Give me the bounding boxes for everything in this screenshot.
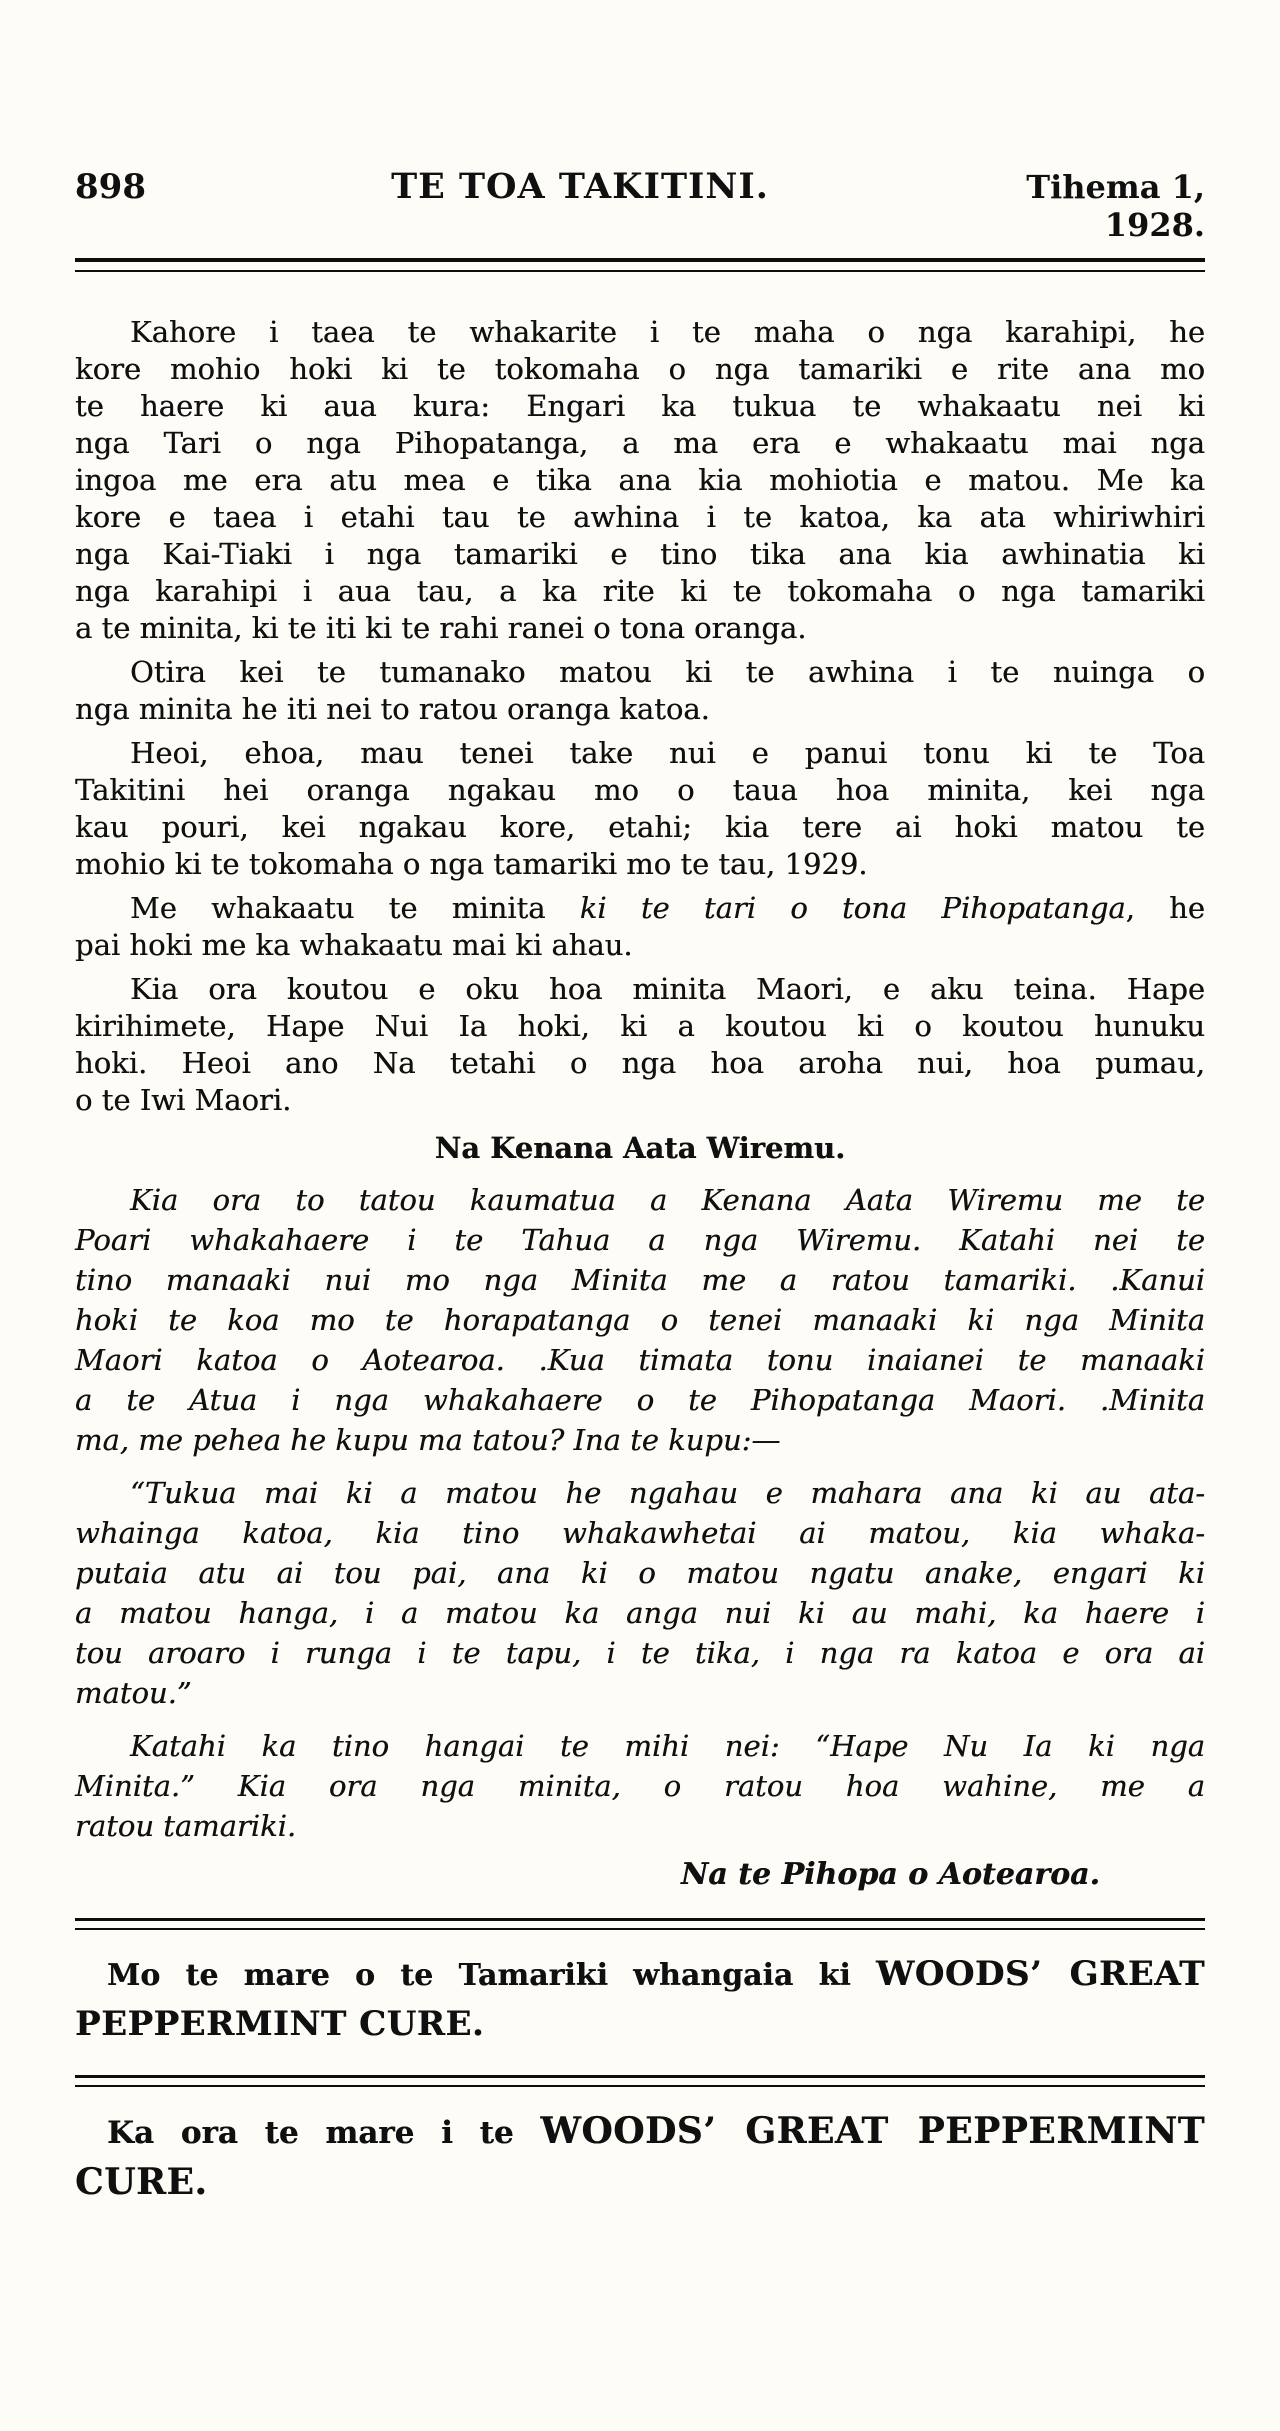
masthead-title: TE TOA TAKITINI. [391,166,769,207]
text-line: putaia atu ai tou pai, ana ki o matou ngatu anake, engari ki [75,1556,1205,1590]
ad1-lead-text: Mo te mare o te Tamariki whangaia ki [107,1958,877,1993]
ad-divider-rule-middle [75,2075,1205,2089]
scanned-newspaper-page [0,166,1280,2431]
paragraph-4-pre: Me whakaatu te minita [130,891,580,925]
text-line [75,2002,1205,2052]
italic-paragraph-2 [75,1726,1205,1846]
ad2-brand-text: WOODS’ GREAT PEPPERMINT [540,2110,1205,2152]
text-line: nga Kai-Tiaki i nga tamariki e tino tika ana kia awhinatia ki [75,537,1205,571]
text-line: ingoa me era atu mea e tika ana kia mohiotia e matou. Me ka [75,463,1205,497]
text-line: ma, me pehea he kupu ma tatou? Ina te kupu:— [75,1423,781,1457]
text-line: nga karahipi i aua tau, a ka rite ki te tokomaha o nga tamariki [75,574,1205,608]
text-line: a te Atua i nga whakahaere o te Pihopatanga Maori. .Minita [75,1383,1205,1417]
ad1-brand-text-line2: PEPPERMINT CURE. [75,2004,485,2044]
text-line: Katahi ka tino hangai te mihi nei: “Hape Nu Ia ki nga [130,1729,1205,1763]
text-line: a te minita, ki te iti ki te rahi ranei o tona oranga. [75,611,807,645]
text-line: tou aroaro i runga i te tapu, i te tika, i nga ra katoa e ora ai [75,1636,1205,1670]
text-line: Kia ora koutou e oku hoa minita Maori, e aku teina. Hape [130,972,1205,1006]
page-number: 898 [75,167,146,207]
text-line: o te Iwi Maori. [75,1083,292,1117]
paragraph-1 [75,314,1205,647]
ad-divider-rule-top [75,1918,1205,1932]
text-line [75,890,1205,927]
signature-kenana-aata-wiremu: Na Kenana Aata Wiremu. [434,1131,846,1165]
text-line: nga minita he iti nei to ratou oranga katoa. [75,692,710,726]
text-line: kirihimete, Hape Nui Ia hoki, ki a koutou ki o koutou hunuku [75,1009,1205,1043]
text-line: te haere ki aua kura: Engari ka tukua te whakaatu nei ki [75,389,1205,423]
text-line: Maori katoa o Aotearoa. .Kua timata tonu inaianei te manaaki [75,1343,1205,1377]
text-line: mohio ki te tokomaha o nga tamariki mo te tau, 1929. [75,847,868,881]
paragraph-3 [75,735,1205,883]
text-line: Minita.” Kia ora nga minita, o ratou hoa wahine, me a [75,1769,1205,1803]
text-line: matou.” [75,1676,192,1710]
text-line: “Tukua mai ki a matou he ngahau e mahara ana ki au ata- [130,1476,1205,1510]
text-line: kau pouri, kei ngakau kore, etahi; kia tere ai hoki matou te [75,810,1205,844]
paragraph-2 [75,654,1205,728]
text-line: Otira kei te tumanako matou ki te awhina i te nuinga o [130,655,1205,689]
italic-paragraph-1 [75,1180,1205,1460]
issue-date: Tihema 1, 1928. [1026,168,1205,244]
text-line: Poari whakahaere i te Tahua a nga Wiremu. Katahi nei te [75,1223,1205,1257]
text-line: pai hoki me ka whakaatu mai ki ahau. [75,928,633,962]
ad1-brand-text: WOODS’ GREAT [876,1954,1205,1994]
text-line: Kahore i taea te whakarite i te maha o nga karahipi, he [130,315,1205,349]
text-line: a matou hanga, i a matou ka anga nui ki au mahi, ka haere i [75,1596,1205,1630]
paragraph-4 [75,890,1205,964]
quoted-scripture-paragraph [75,1473,1205,1713]
page-column [75,166,1205,2211]
header-divider-rule [75,258,1205,274]
text-line: Heoi, ehoa, mau tenei take nui e panui tonu ki te Toa [130,736,1205,770]
text-line: hoki. Heoi ano Na tetahi o nga hoa aroha nui, hoa pumau, [75,1046,1205,1080]
page-header [75,166,1205,244]
text-line: kore e taea i etahi tau te awhina i te katoa, ka ata whiriwhiri [75,500,1205,534]
text-line: ratou tamariki. [75,1809,297,1843]
text-line: whainga katoa, kia tino whakawhetai ai matou, kia whaka- [75,1516,1205,1550]
ad2-brand-text-line2: CURE. [75,2161,208,2203]
text-line: Takitini hei oranga ngakau mo o taua hoa minita, kei nga [75,773,1205,807]
text-line [75,2109,1205,2160]
text-line: nga Tari o nga Pihopatanga, a ma era e whakaatu mai nga [75,426,1205,460]
advertisement-woods-peppermint-2 [75,2109,1205,2211]
paragraph-4-post: , he [1125,891,1205,925]
paragraph-5 [75,971,1205,1119]
text-line: hoki te koa mo te horapatanga o tenei manaaki ki nga Minita [75,1303,1205,1337]
paragraph-4-italic-phrase: ki te tari o tona Pihopatanga [579,891,1126,925]
text-line: Kia ora to tatou kaumatua a Kenana Aata Wiremu me te [130,1183,1205,1217]
signature-pihopa-o-aotearoa: Na te Pihopa o Aotearoa. [680,1857,1100,1892]
text-line [75,2160,1205,2211]
article-body [75,314,1205,1895]
text-line: tino manaaki nui mo nga Minita me a ratou tamariki. .Kanui [75,1263,1205,1297]
advertisement-woods-peppermint-1 [75,1952,1205,2052]
text-line [75,1952,1205,2002]
text-line: kore mohio hoki ki te tokomaha o nga tamariki e rite ana mo [75,352,1205,386]
ad2-lead-text: Ka ora te mare i te [107,2115,541,2151]
